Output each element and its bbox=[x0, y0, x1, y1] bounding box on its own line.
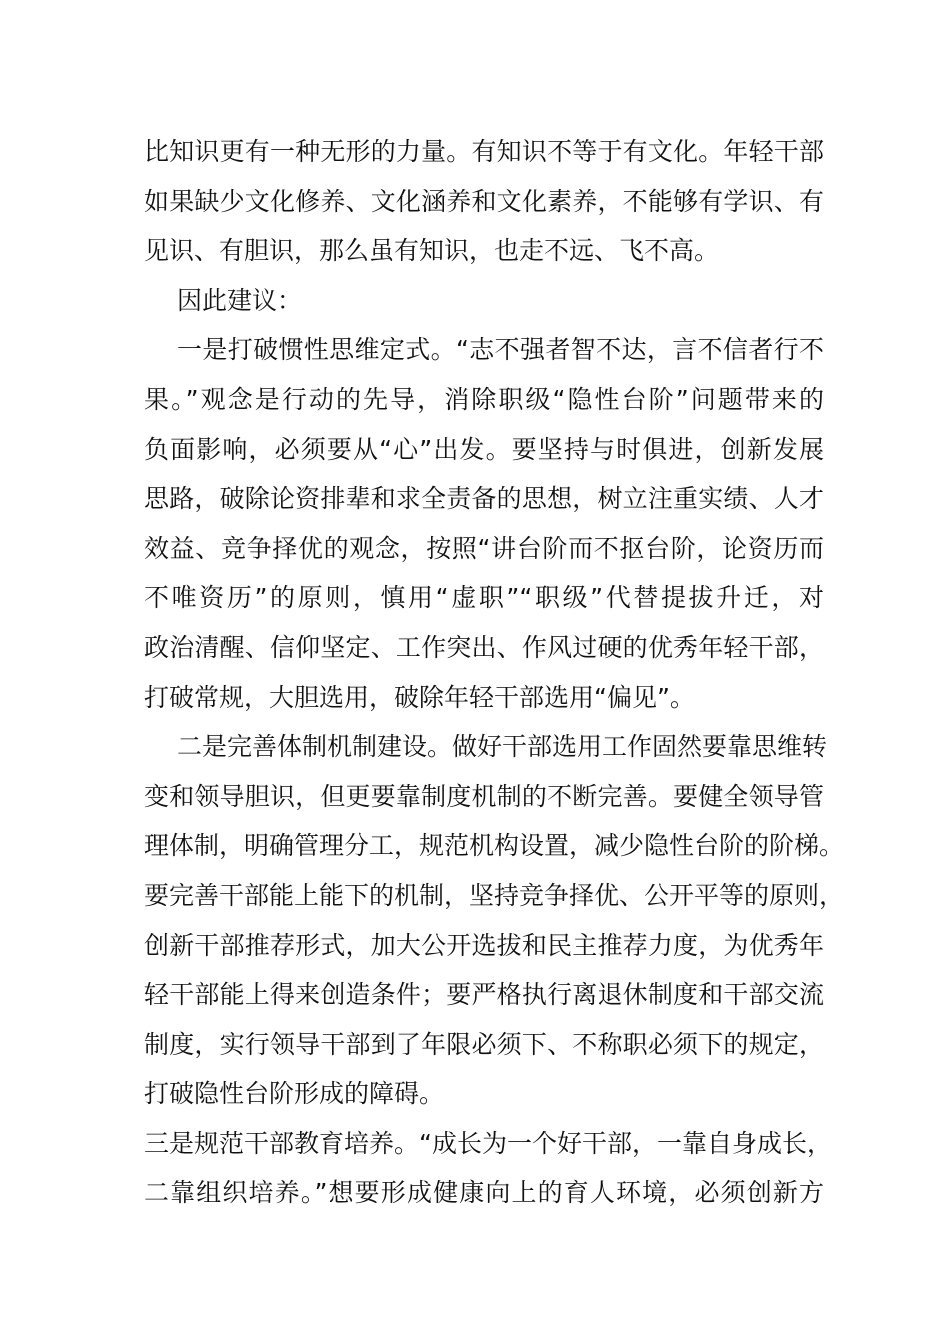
text-line: 因此建议： bbox=[177, 285, 303, 315]
text-line: 如果缺少文化修养、文化涵养和文化素养，不能够有学识、有 bbox=[144, 186, 824, 216]
text-line: 二是完善体制机制建设。做好干部选用工作固然要靠思维转 bbox=[177, 732, 828, 762]
text-line: 负面影响，必须要从“心”出发。要坚持与时俱进，创新发展 bbox=[144, 434, 824, 464]
text-line: 效益、竞争择优的观念，按照“讲台阶而不抠台阶，论资历而 bbox=[144, 533, 824, 563]
text-line: 二靠组织培养。”想要形成健康向上的育人环境，必须创新方 bbox=[144, 1178, 824, 1208]
text-line: 三是规范干部教育培养。“成长为一个好干部，一靠自身成长， bbox=[144, 1128, 832, 1158]
text-line: 不唯资历”的原则，慎用“虚职”“职级”代替提拔升迁，对 bbox=[144, 583, 824, 613]
body-text bbox=[144, 127, 845, 1218]
text-line: 比知识更有一种无形的力量。有知识不等于有文化。年轻干部 bbox=[144, 137, 824, 166]
text-line: 见识、有胆识，那么虽有知识，也走不远、飞不高。 bbox=[144, 236, 720, 266]
text-line: 变和领导胆识，但更要靠制度机制的不断完善。要健全领导管 bbox=[144, 781, 824, 811]
text-line: 要完善干部能上能下的机制，坚持竞争择优、公开平等的原则， bbox=[144, 880, 845, 910]
text-line: 理体制，明确管理分工，规范机构设置，减少隐性台阶的阶梯。 bbox=[144, 831, 845, 861]
text-line: 创新干部推荐形式，加大公开选拔和民主推荐力度，为优秀年 bbox=[144, 930, 824, 960]
text-line: 政治清醒、信仰坚定、工作突出、作风过硬的优秀年轻干部， bbox=[144, 632, 824, 662]
text-line: 一是打破惯性思维定式。“志不强者智不达，言不信者行不 bbox=[177, 335, 824, 365]
text-line: 轻干部能上得来创造条件；要严格执行离退休制度和干部交流 bbox=[144, 980, 824, 1010]
text-line: 打破常规，大胆选用，破除年轻干部选用“偏见”。 bbox=[144, 682, 695, 712]
text-line: 思路，破除论资排辈和求全责备的思想，树立注重实绩、人才 bbox=[144, 484, 824, 514]
text-line: 制度，实行领导干部到了年限必须下、不称职必须下的规定， bbox=[144, 1029, 824, 1059]
text-line: 果。”观念是行动的先导，消除职级“隐性台阶”问题带来的 bbox=[144, 384, 824, 414]
text-line: 打破隐性台阶形成的障碍。 bbox=[144, 1079, 445, 1109]
